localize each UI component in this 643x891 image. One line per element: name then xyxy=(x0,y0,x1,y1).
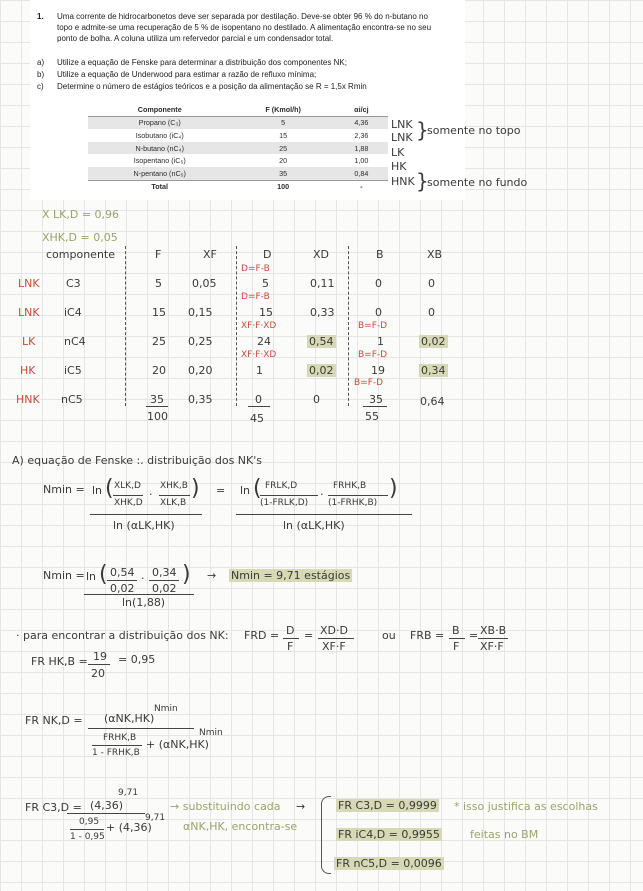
frac-bar xyxy=(107,580,137,581)
main-frac-bar xyxy=(88,728,194,729)
row-f: 15 xyxy=(152,306,166,319)
task-b-letter: b) xyxy=(37,70,45,79)
row-xf: 0,20 xyxy=(188,364,213,377)
table-cell: 20 xyxy=(279,156,288,166)
frac-bar xyxy=(92,745,142,746)
frac-bar xyxy=(159,495,190,496)
note-bottom: somente no fundo xyxy=(427,176,528,189)
row-d-note: XF·F·XD xyxy=(241,350,277,360)
row-xf: 0,35 xyxy=(188,393,213,406)
row-b: 0 xyxy=(375,306,382,319)
row-d: 15 xyxy=(259,306,273,319)
table-cell: 0,84 xyxy=(335,167,388,180)
row-class: HK xyxy=(20,364,36,377)
paren: ) xyxy=(182,562,191,587)
arrow: → xyxy=(207,569,217,582)
given-xhkd: XHK,D = 0,05 xyxy=(42,231,118,244)
part-a-title: A) equação de Fenske :. distribuição dos NK's xyxy=(12,454,262,467)
total-b: 55 xyxy=(365,410,379,423)
table-cell: Isopentano (iC₅) xyxy=(133,156,186,166)
row-component: iC5 xyxy=(64,364,82,377)
problem-line-1: Uma corrente de hidrocarbonetos deve ser separada por destilação. Deve-se obter 96 % do n-butano no xyxy=(57,12,428,21)
dot: · xyxy=(149,488,153,501)
nmin-label: Nmin = xyxy=(43,483,85,496)
table-cell: 1,88 xyxy=(335,142,388,155)
frac-den: (1-FRLK,D) xyxy=(260,498,309,508)
equals: = xyxy=(216,484,226,497)
problem-line-2: topo e admite-se uma recuperação de 5 % de isopentano no destilado. A alimentação encontra-se no seu xyxy=(57,23,432,32)
substitution-note: → substituindo cada xyxy=(170,800,281,813)
frac-den: ln(1,88) xyxy=(122,596,166,609)
fr-result-nc5: FR nC5,D = 0,0096 xyxy=(336,857,442,870)
row-f: 25 xyxy=(152,335,166,348)
frac-num: D xyxy=(286,624,295,637)
row-xb: 0 xyxy=(428,277,435,290)
task-a-text: Utilize a equação de Fenske para determinar a distribuição dos componentes NK; xyxy=(57,58,347,67)
arrow: → xyxy=(296,800,306,813)
justification-note: * isso justifica as escolhas xyxy=(454,800,598,813)
frac-num: XB·B xyxy=(480,624,507,637)
frac-den: + (αNK,HK) xyxy=(146,738,209,751)
frac-den: XF·F xyxy=(322,640,346,653)
paren: ( xyxy=(253,476,262,501)
row-xf: 0,05 xyxy=(192,277,217,290)
table-cell: 100 xyxy=(231,180,334,193)
table-row xyxy=(88,116,388,129)
table-row xyxy=(88,180,388,193)
table-cell: 1,00 xyxy=(354,156,369,166)
row-xd: 0 xyxy=(313,393,320,406)
table-cell: 25 xyxy=(231,142,334,155)
row-xf: 0,25 xyxy=(188,335,213,348)
col-header-component: componente xyxy=(46,248,115,261)
total-f: 100 xyxy=(147,410,168,423)
table-row xyxy=(88,167,388,180)
fr-result-c3: FR C3,D = 0,9999 xyxy=(338,799,437,812)
frac-bar xyxy=(260,495,318,496)
row-component: C3 xyxy=(66,277,81,290)
frhk-label: FR HK,B = xyxy=(31,655,88,668)
paren: ( xyxy=(105,476,114,501)
total-rule xyxy=(248,406,270,407)
total-d: 45 xyxy=(250,412,264,425)
frac-num: FRHK,B xyxy=(333,481,367,491)
row-xb: 0,34 xyxy=(421,364,446,377)
frac-num: 0,34 xyxy=(152,566,177,579)
frac-den: F xyxy=(287,640,294,653)
feed-table xyxy=(88,103,388,193)
paren: ( xyxy=(99,562,108,587)
main-frac-bar xyxy=(84,594,194,595)
col-header-xf: XF xyxy=(203,248,217,261)
row-xd: 0,02 xyxy=(309,364,334,377)
table-cell: 15 xyxy=(279,130,288,140)
frac-num: B xyxy=(452,624,460,637)
column-divider xyxy=(125,246,126,406)
nmin-result: Nmin = 9,71 estágios xyxy=(231,569,351,582)
frac-bar xyxy=(478,638,508,639)
table-cell: N-butano (nC₄) xyxy=(88,142,231,155)
row-b: 1 xyxy=(377,335,384,348)
frhk-value: = 0,95 xyxy=(118,653,156,666)
col-header-xb: XB xyxy=(427,248,443,261)
class-label: LNK xyxy=(391,131,413,144)
justification-note: feitas no BM xyxy=(470,828,539,841)
table-row xyxy=(88,154,388,167)
frac-den: XHK,D xyxy=(114,498,143,508)
table-cell: 5 xyxy=(231,116,334,129)
main-frac-bar xyxy=(67,813,145,814)
table-cell: 4,36 xyxy=(335,116,388,129)
frac-num: XLK,D xyxy=(114,481,141,491)
task-c-text: Determine o número de estágios teóricos e a posição da alimentação se R = 1,5x Rmin xyxy=(57,82,367,91)
table-row xyxy=(88,129,388,142)
frac-den: + (4,36) xyxy=(106,821,152,834)
frac-den: XF·F xyxy=(480,640,504,653)
class-label: HK xyxy=(391,160,407,173)
task-c-letter: c) xyxy=(37,82,44,91)
frac-den: 0,02 xyxy=(110,582,135,595)
nmin-label: Nmin = xyxy=(43,569,85,582)
exponent: Nmin xyxy=(154,704,178,714)
col-header-xd: XD xyxy=(313,248,330,261)
ln: ln xyxy=(86,570,97,583)
col-header-d: D xyxy=(263,248,272,261)
equals: = xyxy=(304,629,314,642)
column-divider xyxy=(236,246,237,406)
row-class: LNK xyxy=(18,306,40,319)
frac-bar xyxy=(88,664,110,665)
frd-label: FRD = xyxy=(244,629,280,642)
row-b: 19 xyxy=(371,364,385,377)
exponent: 9,71 xyxy=(145,813,166,823)
frac-bar xyxy=(70,829,104,830)
row-class: LK xyxy=(22,335,36,348)
table-cell: Total xyxy=(88,180,231,193)
col-header-b: B xyxy=(376,248,384,261)
dot: · xyxy=(141,572,145,585)
class-label: LK xyxy=(391,146,405,159)
row-d: 24 xyxy=(257,335,271,348)
main-frac-bar xyxy=(236,514,412,515)
nk-intro: · para encontrar a distribuição dos NK: xyxy=(16,629,229,642)
frac-bar xyxy=(149,580,179,581)
table-row xyxy=(88,142,388,155)
frnk-label: FR NK,D = xyxy=(25,714,83,727)
note-top: somente no topo xyxy=(427,124,521,137)
problem-number: 1. xyxy=(37,12,44,21)
class-label: HNK xyxy=(391,175,415,188)
row-class: LNK xyxy=(18,277,40,290)
class-label: LNK xyxy=(391,118,413,131)
exponent: 9,71 xyxy=(118,788,139,798)
row-xd: 0,54 xyxy=(309,335,334,348)
frc3-label: FR C3,D = xyxy=(25,801,82,814)
feed-table-header: αi/cj xyxy=(335,103,388,116)
frac-num: (αNK,HK) xyxy=(104,712,155,725)
row-f: 5 xyxy=(155,277,162,290)
frac-num: FRHK,B xyxy=(103,733,137,743)
frac-num: (4,36) xyxy=(90,799,124,812)
brace-bottom: } xyxy=(416,169,429,193)
equals: = xyxy=(469,629,479,642)
table-cell: 2,36 xyxy=(354,130,369,140)
row-xb: 0,02 xyxy=(421,335,446,348)
row-d-note: XF·F·XD xyxy=(241,321,277,331)
frac-num: 19 xyxy=(93,650,107,663)
row-d: 5 xyxy=(262,277,269,290)
frac-bar xyxy=(283,638,299,639)
frac-num: XD·D xyxy=(320,624,348,637)
row-b-note: B=F-D xyxy=(358,350,388,360)
row-class: HNK xyxy=(16,393,40,406)
col-header-f: F xyxy=(155,248,162,261)
row-b-note: B=F-D xyxy=(358,321,388,331)
column-divider xyxy=(348,246,349,406)
fr-result-ic4: FR iC4,D = 0,9955 xyxy=(338,828,440,841)
frac-num: FRLK,D xyxy=(265,481,298,491)
given-xlkd: X LK,D = 0,96 xyxy=(42,208,120,221)
row-d: 0 xyxy=(255,393,262,406)
frac-bar xyxy=(449,638,465,639)
problem-line-3: ponto de bolha. A coluna utiliza um refervedor parcial e um condensador total. xyxy=(57,34,334,43)
total-rule xyxy=(146,406,168,407)
row-f: 20 xyxy=(152,364,166,377)
table-cell: Propano (C₃) xyxy=(88,116,231,129)
main-frac-bar xyxy=(90,514,202,515)
ou: ou xyxy=(382,629,396,642)
feed-table-header: Componente xyxy=(88,103,231,116)
task-a-letter: a) xyxy=(37,58,45,67)
ln: ln xyxy=(240,484,251,497)
row-b: 35 xyxy=(369,393,383,406)
frac-den: XLK,B xyxy=(160,498,187,508)
results-brace xyxy=(321,796,331,874)
row-d-note: D=F-B xyxy=(241,292,270,302)
frac-den: 1 - 0,95 xyxy=(70,832,105,842)
row-d: 1 xyxy=(256,364,263,377)
ln: ln xyxy=(92,484,103,497)
table-cell: - xyxy=(335,180,388,193)
row-component: iC4 xyxy=(64,306,82,319)
frac-bar xyxy=(113,495,143,496)
row-xf: 0,15 xyxy=(188,306,213,319)
row-xd: 0,11 xyxy=(310,277,335,290)
frac-num: XHK,B xyxy=(160,481,188,491)
table-cell: Isobutano (iC₄) xyxy=(135,130,184,140)
row-f: 35 xyxy=(150,393,164,406)
frac-bar xyxy=(328,495,388,496)
brace-top: } xyxy=(416,118,429,142)
row-xb: 0,64 xyxy=(420,395,445,408)
substitution-note: αNK,HK, encontra-se xyxy=(183,820,298,833)
task-b-text: Utilize a equação de Underwood para estimar a razão de refluxo mínima; xyxy=(57,70,317,79)
frac-den: F xyxy=(453,640,460,653)
row-xb: 0 xyxy=(428,306,435,319)
frac-den: 1 - FRHK,B xyxy=(92,748,140,758)
frac-den: (1-FRHK,B) xyxy=(328,498,378,508)
frac-den: ln (αLK,HK) xyxy=(283,519,345,532)
feed-table-header: F (Kmol/h) xyxy=(231,103,334,116)
row-b: 0 xyxy=(375,277,382,290)
exponent: Nmin xyxy=(199,728,223,738)
table-cell: 35 xyxy=(231,167,334,180)
row-component: nC4 xyxy=(64,335,86,348)
table-cell: N-pentano (nC₅) xyxy=(88,167,231,180)
row-component: nC5 xyxy=(61,393,83,406)
row-xd: 0,33 xyxy=(310,306,335,319)
frac-num: 0,54 xyxy=(110,566,135,579)
paren: ) xyxy=(191,476,200,501)
frac-num: 0,95 xyxy=(79,817,100,827)
frac-den: ln (αLK,HK) xyxy=(113,519,175,532)
frb-label: FRB = xyxy=(410,629,445,642)
row-b-note: B=F-D xyxy=(354,378,384,388)
frac-bar xyxy=(318,638,354,639)
frac-den: 20 xyxy=(91,667,105,680)
row-d-note: D=F-B xyxy=(241,264,270,274)
paren: ) xyxy=(389,476,398,501)
dot: · xyxy=(320,488,324,501)
total-rule xyxy=(363,406,387,407)
frac-den: 0,02 xyxy=(152,582,177,595)
